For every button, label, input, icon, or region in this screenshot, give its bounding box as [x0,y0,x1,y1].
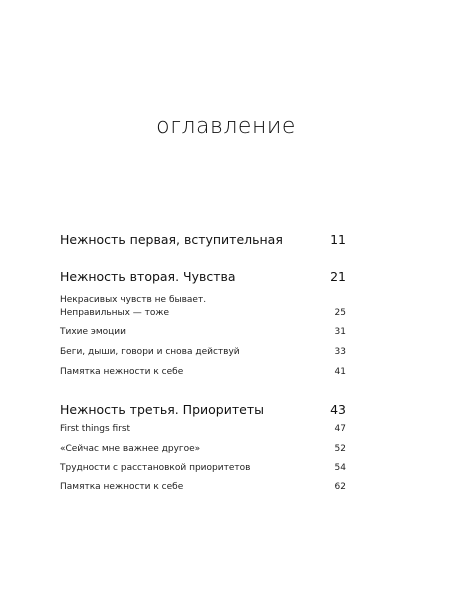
toc-item[interactable] [60,444,346,454]
toc-item-title: Неправильных — тоже [60,308,170,318]
toc-page-number: 41 [334,367,346,377]
toc-item[interactable] [60,482,346,492]
toc-page-number: 47 [334,424,346,434]
toc-part-title: Нежность вторая. Чувства [60,269,236,284]
toc-part-title: Нежность первая, вступительная [60,232,283,247]
toc-part-1[interactable] [60,232,346,247]
toc-item-title: Памятка нежности к себе [60,367,184,377]
toc-page-number: 11 [330,232,346,247]
toc-item-title: Памятка нежности к себе [60,482,184,492]
toc-page-number: 31 [334,327,346,337]
toc-item[interactable] [60,347,346,357]
toc-part-title: Нежность третья. Приоритеты [60,402,264,417]
toc-item-title: Тихие эмоции [60,327,126,337]
toc-item-title: Беги, дыши, говори и снова действуй [60,347,240,357]
toc-page-number: 33 [334,347,346,357]
toc-item-title: First things first [60,424,131,434]
toc-item[interactable] [60,424,346,434]
toc-item-title: Трудности с расстановкой приоритетов [60,463,251,473]
toc-item[interactable] [60,308,346,318]
toc-item[interactable] [60,327,346,337]
toc-part-2[interactable] [60,269,346,284]
toc-part-3[interactable] [60,402,346,417]
toc-page-number: 21 [330,269,346,284]
toc-item-line: Некрасивых чувств не бывает. [60,295,207,305]
toc-page-number: 25 [334,308,346,318]
toc-page-number: 62 [334,482,346,492]
toc-page-number: 43 [330,402,346,417]
toc-item[interactable] [60,367,346,377]
toc-page-number: 52 [334,444,346,454]
toc-item[interactable] [60,463,346,473]
toc-page-number: 54 [334,463,346,473]
toc-item-title: «Сейчас мне важнее другое» [60,444,201,454]
toc-heading: оглавление [156,114,296,139]
